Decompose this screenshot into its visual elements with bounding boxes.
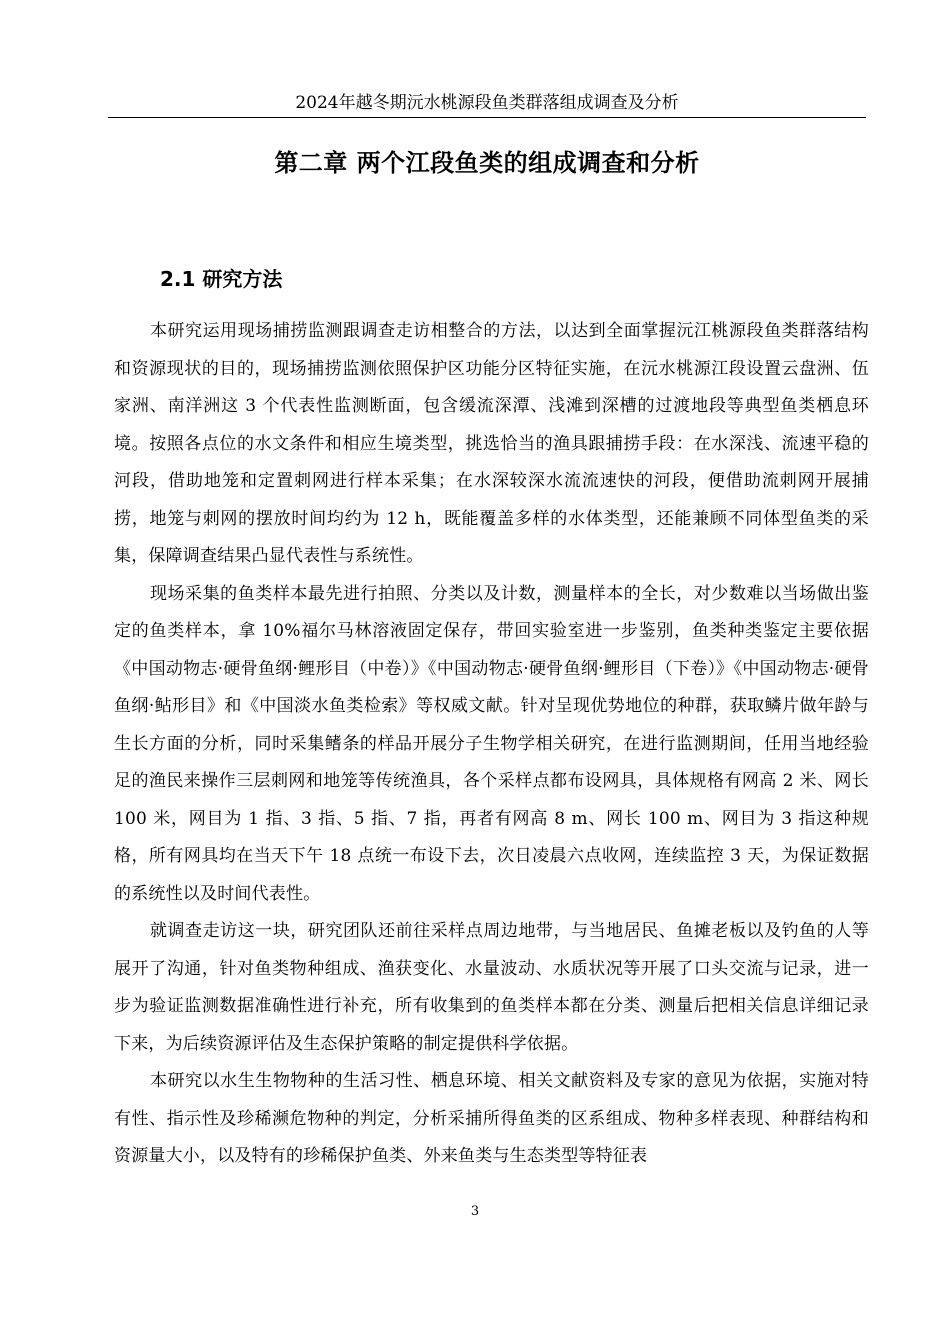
paragraph: 现场采集的鱼类样本最先进行拍照、分类以及计数，测量样本的全长，对少数难以当场做出鉴定的鱼类样本，拿 10%福尔马林溶液固定保存，带回实验室进一步鉴别，鱼类种类鉴定主要依据《中国动物志·硬骨鱼纲·鲤形目（中卷）》《中国动物志·硬骨鱼纲·鲤形目（下卷）》《中国动物志·硬骨鱼纲·鲇形目》和《中国淡水鱼类检索》等权威文献。针对呈现优势地位的种群，获取鳞片做年龄与生长方面的分析，同时采集鳍条的样品开展分子生物学相关研究，在进行监测期间，任用当地经验足的渔民来操作三层刺网和地笼等传统渔具，各个采样点都布设网具，具体规格有网高 2 米、网长 100 米，网目为 1 指、3 指、5 指、7 指，再者有网高 8 m、网长 100 m、网目为 3 指这种规格，所有网具均在当天下午 18 点统一布设下去，次日凌晨六点收网，连续监控 3 天，为保证数据的系统性以及时间代表性。	[114, 583, 869, 904]
paragraph: 本研究以水生生物物种的生活习性、栖息环境、相关文献资料及专家的意见为依据，实施对特有性、指示性及珍稀濒危物种的判定，分析采捕所得鱼类的区系组成、物种多样表现、种群结构和资源量大小，以及特有的珍稀保护鱼类、外来鱼类与生态类型等特征表	[114, 1071, 869, 1166]
section-heading: 2.1 研究方法	[160, 267, 283, 291]
chapter-title: 第二章 两个江段鱼类的组成调查和分析	[274, 149, 700, 177]
paragraph: 本研究运用现场捕捞监测跟调查走访相整合的方法，以达到全面掌握沅江桃源段鱼类群落结构和资源现状的目的，现场捕捞监测依照保护区功能分区特征实施，在沅水桃源江段设置云盘洲、伍家洲、南洋洲这 3 个代表性监测断面，包含缓流深潭、浅滩到深槽的过渡地段等典型鱼类栖息环境。按照各点位的水文条件和相应生境类型，挑选恰当的渔具跟捕捞手段：在水深浅、流速平稳的河段，借助地笼和定置刺网进行样本采集；在水深较深水流流速快的河段，便借助流刺网开展捕捞，地笼与刺网的摆放时间均约为 12 h，既能覆盖多样的水体类型，还能兼顾不同体型鱼类的采集，保障调查结果凸显代表性与系统性。	[114, 321, 869, 566]
header-rule	[108, 117, 866, 118]
body-text	[114, 313, 869, 1176]
page-number: 3	[470, 1204, 480, 1219]
paragraph: 就调查走访这一块，研究团队还前往采样点周边地带，与当地居民、鱼摊老板以及钓鱼的人等展开了沟通，针对鱼类物种组成、渔获变化、水量波动、水质状况等开展了口头交流与记录，进一步为验证监测数据准确性进行补充，所有收集到的鱼类样本都在分类、测量后把相关信息详细记录下来，为后续资源评估及生态保护策略的制定提供科学依据。	[114, 921, 869, 1054]
running-header: 2024年越冬期沅水桃源段鱼类群落组成调查及分析	[295, 93, 679, 113]
